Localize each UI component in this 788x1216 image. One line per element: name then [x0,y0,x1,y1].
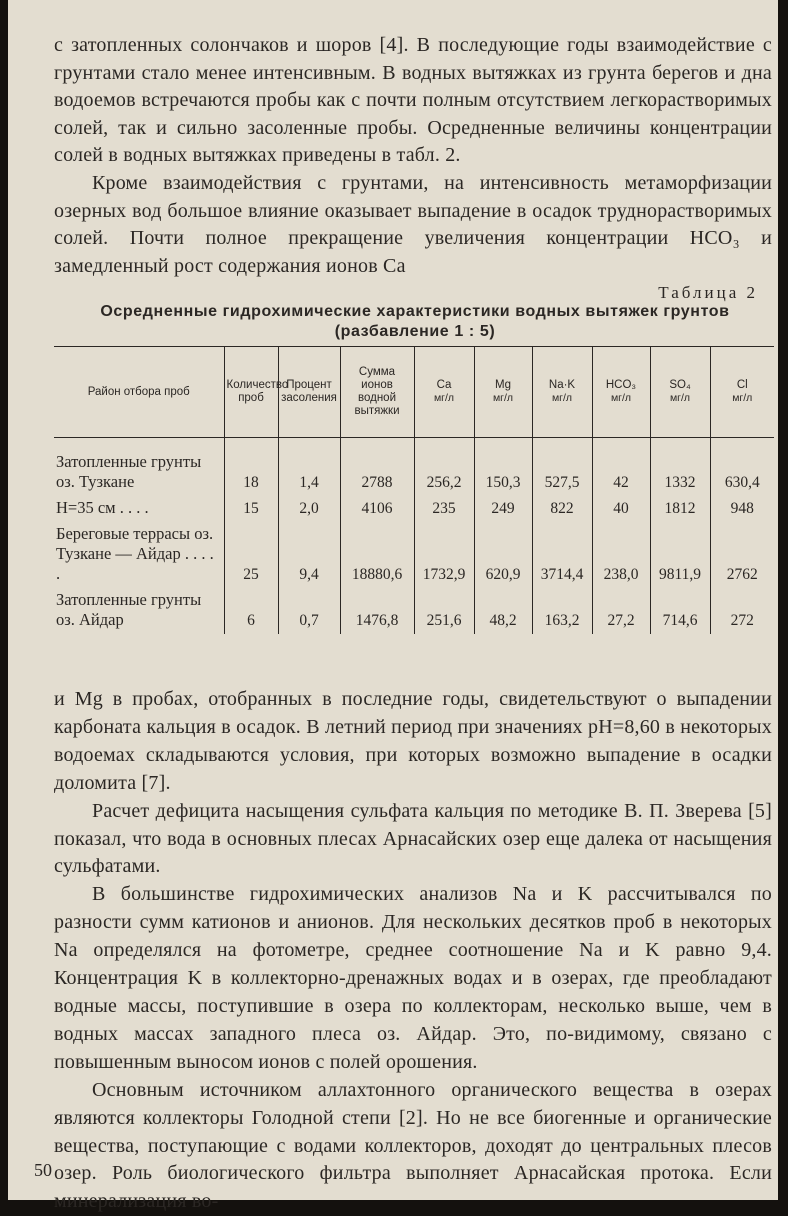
column-header-unit: мг/л [433,392,455,404]
row-region-cell: Береговые террасы оз. Тузкане — Айдар . . . . . [56,524,214,583]
row-region-cell: H=35 см . . . . [56,498,149,517]
table-cell: 48,2 [474,588,532,634]
table-cell: 18880,6 [340,522,414,588]
table-cell: 256,2 [414,438,474,497]
column-header-unit: мг/л [610,392,632,404]
paragraph: Расчет дефицита насыщения сульфата кальция по методике В. П. Зверева [5] показал, что вода в основных плесах Арнасайских озер еще далека от насыщения сульфатами. [54,799,772,878]
table-cell: 25 [224,522,278,588]
table-cell: 822 [532,496,592,522]
table-row [54,438,774,497]
table-title-sub: (разбавление 1 : 5) [334,323,496,340]
table-header-row [54,347,774,438]
table-number: Таблица 2 [658,283,758,302]
column-header-label: Cl [736,379,748,391]
column-header-unit: мг/л [551,392,573,404]
column-header-label: Район отбора проб [87,385,190,398]
column-header [650,347,710,438]
paragraph: В большинстве гидрохимических анализов Na и K рассчитывался по разности сумм катионов и анионов. Для нескольких десятков проб в некоторых Na определялся на фотометре, среднее соотношение Na и K равно 9,4. Концентрация K в коллекторно-дренажных водах и в озерах, где преобладают водные массы, поступившие в озера по коллекторам, несколько выше, чем в водных массах западного плеса оз. Айдар. Это, по-видимому, связано с повышенным выносом ионов с полей орошения. [54,883,772,1073]
column-header-label: Процент засоления [281,379,337,404]
column-header-label: Mg [495,379,511,391]
table-cell: 1332 [650,438,710,497]
column-header-unit: мг/л [732,392,753,404]
data-table [54,346,774,634]
table-cell: 42 [592,438,650,497]
table-cell: 1476,8 [340,588,414,634]
text-block-top [54,32,772,280]
table-title-main: Осредненные гидрохимические характеристики водных вытяжек грунтов [100,303,730,320]
column-header [54,347,224,438]
paragraph: с затопленных солончаков и шоров [4]. В последующие годы взаимодействие с грунтами стало менее интенсивным. В водных вытяжках из грунта берегов и дна водоемов встречаются пробы как с почти полным отсутствием легкорастворимых солей, так и сильно засоленные пробы. Осредненные величины концентрации солей в водных вытяжках приведены в табл. 2. [54,34,772,167]
column-header [592,347,650,438]
book-page [8,0,778,1213]
row-region-cell: Затопленные грунты оз. Айдар [56,590,202,629]
column-header-label: Na·K [548,379,576,391]
table-cell: 527,5 [532,438,592,497]
table-cell: 4106 [340,496,414,522]
column-header [532,347,592,438]
table-cell: 163,2 [532,588,592,634]
table-cell: 948 [710,496,774,522]
table-cell: 6 [224,588,278,634]
table-cell: 27,2 [592,588,650,634]
column-header [278,347,340,438]
table-cell: 9,4 [278,522,340,588]
table-cell: 1,4 [278,438,340,497]
table-row [54,588,774,634]
column-header-unit: мг/л [492,392,514,404]
table-cell: 235 [414,496,474,522]
table-cell: 2,0 [278,496,340,522]
text-block-bottom [54,686,772,1216]
table-body [54,438,774,635]
table-cell: 249 [474,496,532,522]
table-row [54,496,774,522]
table-cell: 9811,9 [650,522,710,588]
table-cell: 238,0 [592,522,650,588]
table-cell: 15 [224,496,278,522]
paragraph: и Mg в пробах, отобранных в последние годы, свидетельствуют о выпадении карбоната кальция в осадок. В летний период при значениях pH=8,60 в некоторых водоемах складываются условия, при которых возможно выпадение в осадки доломита [7]. [54,688,772,794]
table-cell: 620,9 [474,522,532,588]
table-cell: 0,7 [278,588,340,634]
table-cell: 630,4 [710,438,774,497]
table-cell: 1812 [650,496,710,522]
row-region-cell: Затопленные грунты оз. Тузкане [56,452,202,491]
page-number: 50 [34,1160,52,1180]
column-header-unit: мг/л [669,392,691,404]
column-header-label: HCO₃ [605,379,637,391]
table-cell: 714,6 [650,588,710,634]
column-header [474,347,532,438]
table-cell: 272 [710,588,774,634]
table-container [54,346,774,634]
table-cell: 2788 [340,438,414,497]
column-header-label: Ca [436,379,452,391]
table-cell: 1732,9 [414,522,474,588]
table-cell: 2762 [710,522,774,588]
column-header [340,347,414,438]
table-cell: 3714,4 [532,522,592,588]
table-cell: 150,3 [474,438,532,497]
table-title [52,302,778,342]
table-cell: 251,6 [414,588,474,634]
column-header [710,347,774,438]
paragraph: Основным источником аллахтонного органического вещества в озерах являются коллекторы Голодной степи [2]. Но не все биогенные и органические вещества, поступающие с водами коллекторов, доходят до центральных плесов озер. Роль биологического фильтра выполняет Арнасайская протока. Если минерализация во- [54,1078,772,1213]
table-cell: 40 [592,496,650,522]
paragraph: Кроме взаимодействия с грунтами, на интенсивность метаморфизации озерных вод большое влияние оказывает выпадение в осадок труднорастворимых солей. Почти полное прекращение увеличения концентрации HCO₃ и замедленный рост содержания ионов Ca [54,171,772,277]
column-header [414,347,474,438]
table-cell: 18 [224,438,278,497]
column-header-label: SO₄ [669,379,691,391]
column-header-label: Сумма ионов водной вытяжки [354,366,400,417]
column-header-label: Количество проб [226,379,289,404]
column-header [224,347,289,438]
table-row [54,522,774,588]
